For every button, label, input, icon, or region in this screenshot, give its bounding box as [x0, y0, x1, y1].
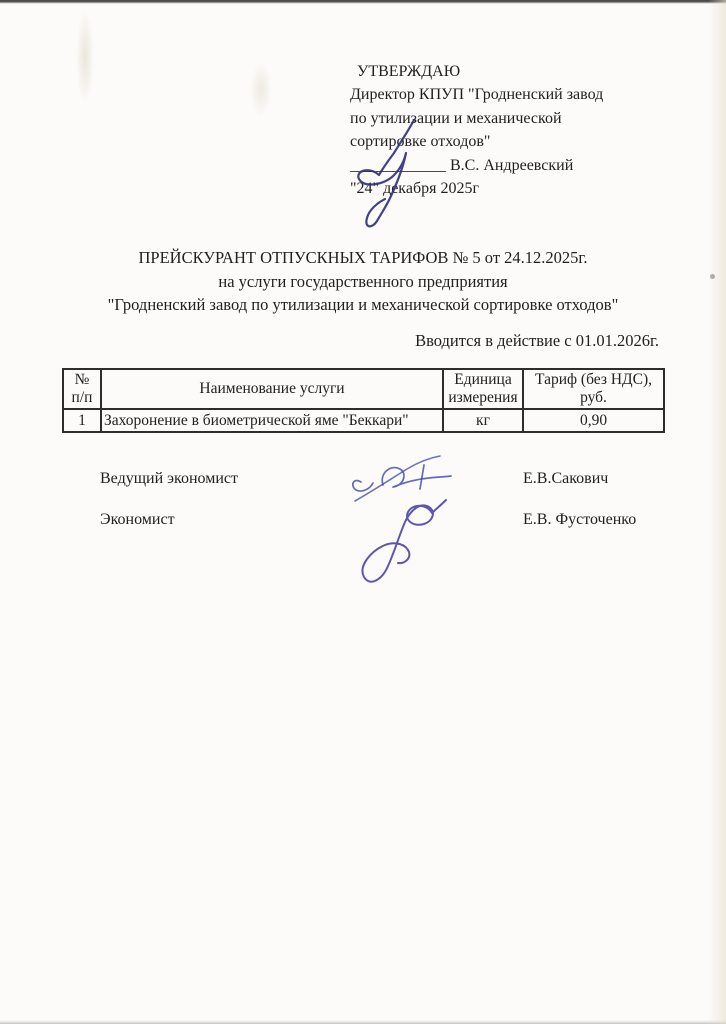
approval-date: "24" декабря 2025г [350, 180, 479, 198]
effective-date: Вводится в действие с 01.01.2026г. [415, 331, 659, 350]
approval-line: Директор КПУП "Гродненский завод [350, 86, 604, 104]
signature-underline: ____________ [350, 156, 446, 174]
signatory-name: Е.В.Сакович [523, 470, 609, 487]
signatory-name: Е.В. Фусточенко [523, 511, 637, 528]
page-subtitle: на услуги государственного предприятия [218, 271, 508, 291]
cell-service: Захоронение в биометрической яме "Беккари" [101, 409, 443, 432]
scan-edge-right [708, 0, 726, 1024]
tariff-table [62, 368, 665, 433]
header-tariff: Тариф (без НДС), руб. [523, 369, 664, 409]
header-num: № п/п [63, 369, 101, 409]
approval-heading: УТВЕРЖДАЮ [357, 63, 461, 80]
paper-smudge [76, 10, 94, 105]
table-row [63, 409, 664, 432]
fustochenko-signature [362, 500, 446, 582]
page-title: ПРЕЙСКУРАНТ ОТПУСКНЫХ ТАРИФОВ № 5 от 24.12.2025г. [138, 248, 588, 267]
approval-signature-row [350, 154, 640, 177]
table-header-row [63, 369, 664, 409]
cell-unit: кг [443, 409, 523, 432]
cell-tariff: 0,90 [523, 409, 664, 432]
approval-line: по утилизации и механической [350, 109, 562, 127]
document-title-block [0, 246, 726, 317]
cell-num: 1 [63, 409, 101, 432]
approval-block [350, 60, 640, 200]
scan-edge-top [0, 0, 726, 4]
approval-line: сортировке отходов" [350, 133, 491, 151]
signer-name: В.С. Андреевский [450, 156, 574, 174]
company-name-line: "Гродненский завод по утилизации и механической сортировке отходов" [107, 295, 619, 315]
signatory-position: Ведущий экономист [100, 470, 239, 487]
sakovich-signature [353, 456, 451, 501]
scan-edge-bottom [0, 1020, 726, 1024]
signatory-position: Экономист [100, 511, 175, 528]
header-unit: Единица измерения [443, 369, 523, 409]
header-service: Наименование услуги [101, 369, 443, 409]
paper-smudge [250, 62, 272, 117]
